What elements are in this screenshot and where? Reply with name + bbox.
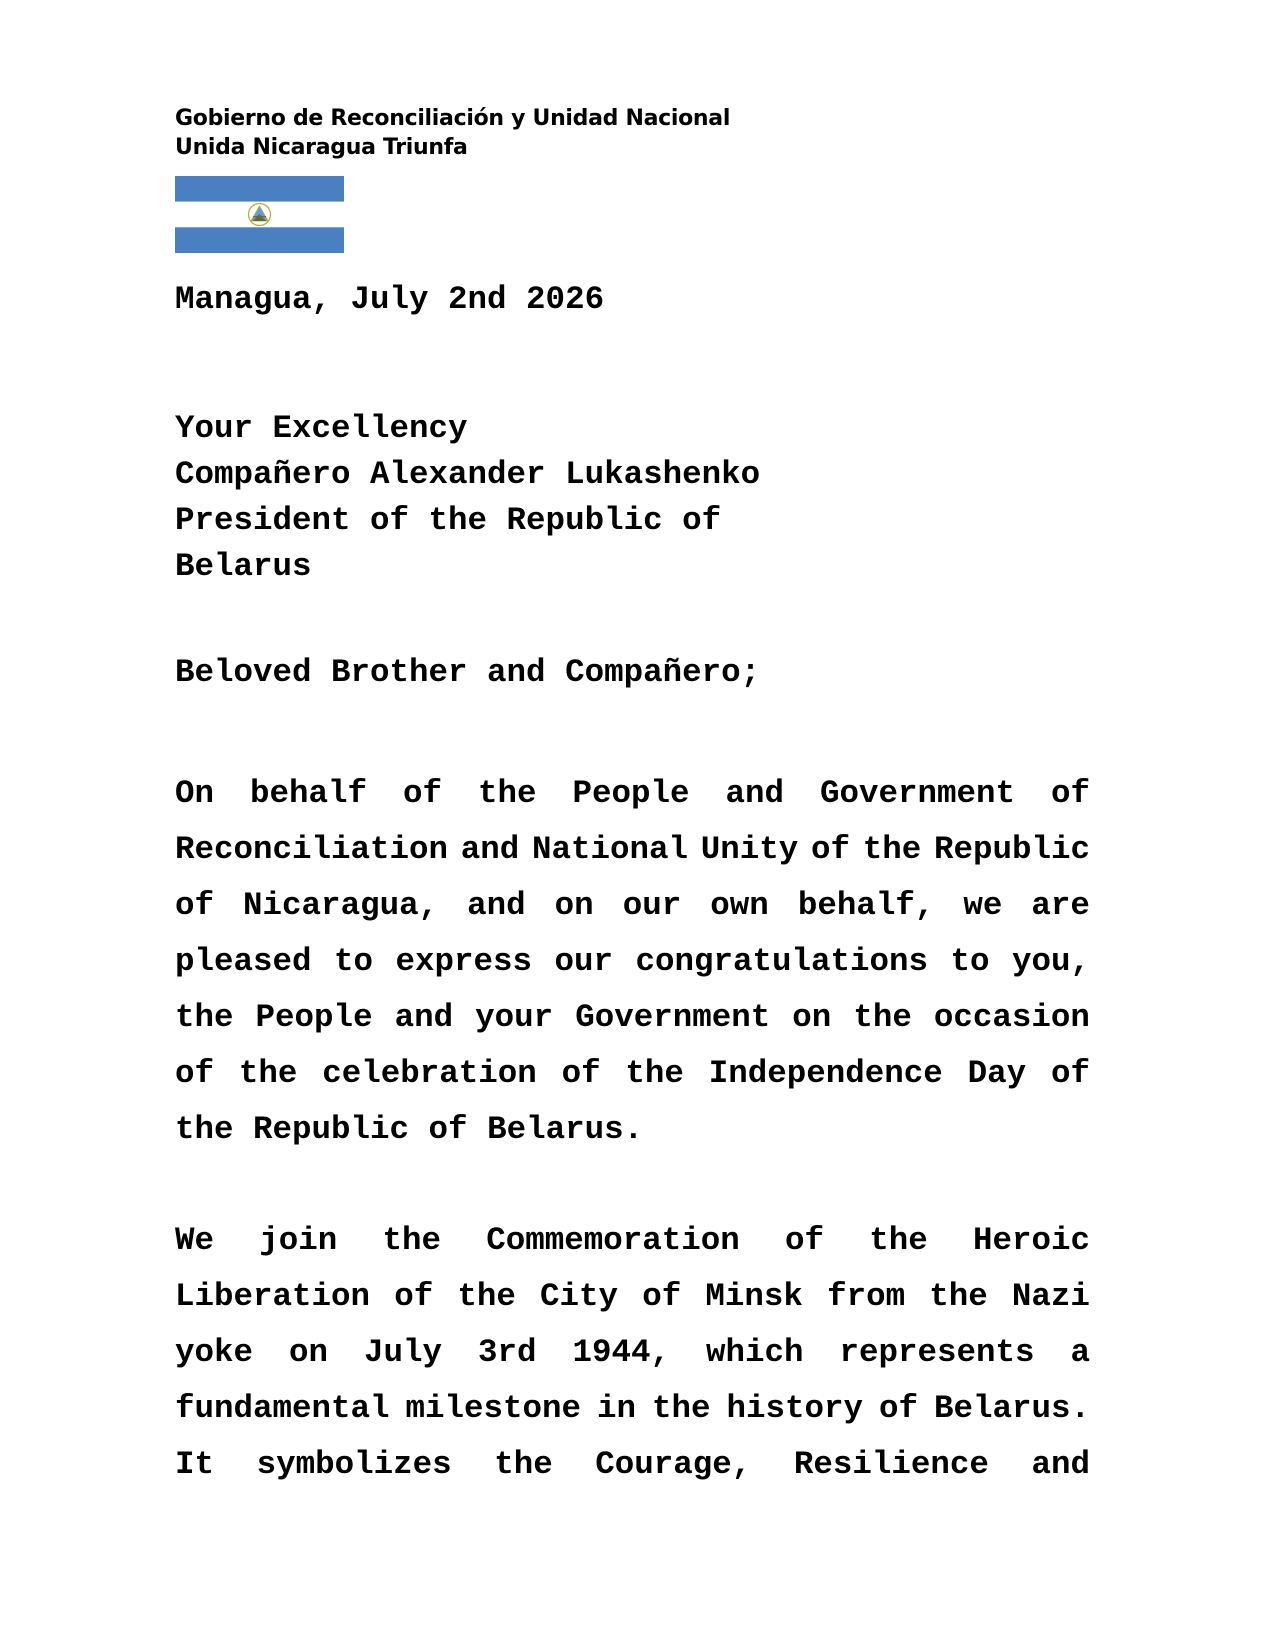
paragraph-line: Reconciliation and National Unity of the Republic bbox=[175, 831, 1090, 868]
recipient-block bbox=[175, 406, 760, 590]
paragraph-line: of the celebration of the Independence Day of bbox=[175, 1055, 1090, 1092]
letterhead-slogan: Unida Nicaragua Triunfa bbox=[175, 135, 468, 160]
paragraph-line: It symbolizes the Courage, Resilience and bbox=[175, 1446, 1090, 1483]
paragraph-line: We join the Commemoration of the Heroic bbox=[175, 1222, 1090, 1259]
body-paragraph-1 bbox=[175, 766, 1090, 1158]
recipient-position: President of the Republic of bbox=[175, 502, 722, 539]
paragraph-line: On behalf of the People and Government of bbox=[175, 775, 1090, 812]
letterhead-government-name: Gobierno de Reconciliación y Unidad Nacional bbox=[175, 106, 731, 131]
paragraph-line: pleased to express our congratulations to you, bbox=[175, 943, 1090, 980]
dateline: Managua, July 2nd 2026 bbox=[175, 281, 605, 318]
paragraph-line: Liberation of the City of Minsk from the Nazi bbox=[175, 1278, 1090, 1315]
recipient-country: Belarus bbox=[175, 548, 312, 585]
nicaragua-flag-icon bbox=[175, 176, 344, 253]
salutation: Beloved Brother and Compañero; bbox=[175, 654, 761, 691]
paragraph-line: the People and your Government on the occasion bbox=[175, 999, 1090, 1036]
body-paragraph-2 bbox=[175, 1213, 1090, 1493]
recipient-title: Your Excellency bbox=[175, 410, 468, 447]
letterhead bbox=[175, 104, 730, 162]
paragraph-line: fundamental milestone in the history of Belarus. bbox=[175, 1390, 1090, 1427]
paragraph-line: of Nicaragua, and on our own behalf, we are bbox=[175, 887, 1090, 924]
paragraph-line: yoke on July 3rd 1944, which represents a bbox=[175, 1334, 1090, 1371]
paragraph-line: the Republic of Belarus. bbox=[175, 1111, 644, 1148]
recipient-name: Compañero Alexander Lukashenko bbox=[175, 456, 761, 493]
